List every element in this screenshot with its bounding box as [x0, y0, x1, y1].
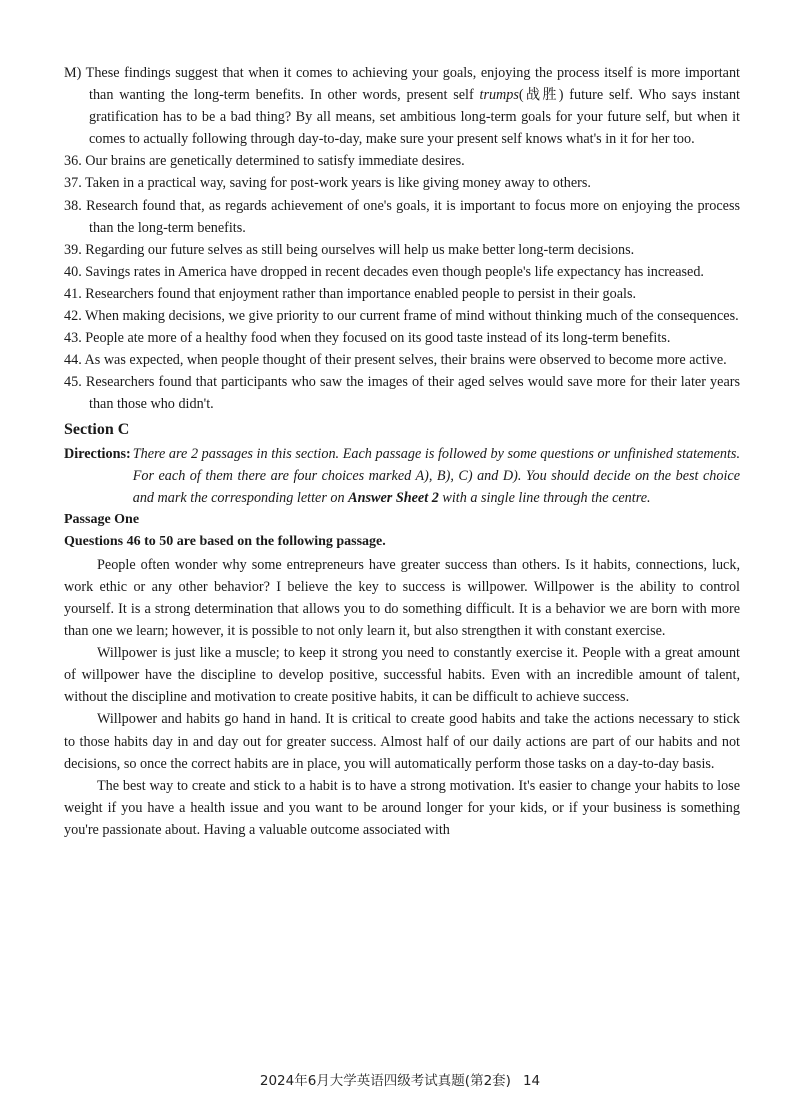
directions-body: There are 2 passages in this section. Each passage is followed by some questions or unfinished statements. For each of them there are four choices marked A), B), C) and D). You should decide on the best choice and mark the corresponding letter on — [132, 445, 740, 506]
statement-list — [64, 150, 740, 415]
passage-paragraph: Willpower and habits go hand in hand. It is critical to create good habits and take the actions necessary to stick to those habits day in and day out for greater success. Almost half of our daily actions are part of our habits and not decisions, so once the correct habits are in place, you will automatically perform those tasks on a day-to-day basis. — [64, 711, 740, 772]
passage-paragraph: The best way to create and stick to a habit is to have a strong motivation. It's easier to change your habits to lose weight if you have a health issue and you want to be around longer for your kids, or if your business is something you're passionate about. Having a valuable outcome associated with — [64, 777, 740, 838]
statement-number: 44. — [64, 352, 82, 369]
statement-number: 42. — [64, 308, 82, 325]
statement-text: Taken in a practical way, saving for post-work years is like giving money away to others. — [85, 175, 591, 192]
statement-number: 45. — [64, 374, 82, 391]
directions — [64, 443, 740, 509]
statement-text: Research found that, as regards achievement of one's goals, it is important to focus more on enjoying the process than the long-term benefits. — [86, 197, 741, 236]
emphasized-word: trumps — [479, 87, 519, 104]
directions-body-end: with a single line through the centre. — [438, 489, 651, 506]
statement-item — [64, 239, 740, 261]
statement-text: People ate more of a healthy food when they focused on its good taste instead of its long-term benefits. — [85, 330, 671, 347]
statement-text: Our brains are genetically determined to satisfy immediate desires. — [85, 153, 465, 170]
statement-number: 39. — [64, 241, 82, 258]
statement-number: 43. — [64, 330, 82, 347]
statement-item — [64, 150, 740, 172]
statement-item — [64, 327, 740, 349]
passage-body — [64, 554, 740, 841]
statement-text: Regarding our future selves as still being ourselves will help us make better long-term decisions. — [85, 241, 635, 258]
page-content — [64, 62, 740, 841]
chinese-gloss: (战胜) — [518, 87, 564, 104]
statement-text: As was expected, when people thought of their present selves, their brains were observed to become more active. — [84, 352, 727, 369]
statement-text: These findings suggest that when it comes to achieving your goals, enjoying the process itself is more important than wanting the long-term benefits. In other words, present self — [85, 65, 740, 104]
statement-item — [64, 172, 740, 194]
statement-text: When making decisions, we give priority to our current frame of mind without thinking much of the consequences. — [85, 308, 739, 325]
statement-m — [64, 62, 740, 150]
statement-text: Researchers found that participants who saw the images of their aged selves would save more for their later years than those who didn't. — [85, 374, 740, 413]
statement-number: 37. — [64, 175, 82, 192]
statement-item — [64, 283, 740, 305]
passage-paragraph: Willpower is just like a muscle; to keep it strong you need to constantly exercise it. People with a great amount of willpower have the discipline to develop positive, successful habits. Even with an incredible amount of talent, without the discipline and motivation to create positive habits, it can be difficult to achieve success. — [64, 645, 740, 706]
statement-item — [64, 349, 740, 371]
statement-text: Savings rates in America have dropped in recent decades even though people's life expectancy has increased. — [85, 263, 704, 280]
statement-item — [64, 305, 740, 327]
directions-text — [131, 443, 740, 509]
statement-label: M) — [64, 65, 82, 81]
statement-item — [64, 261, 740, 283]
section-title: Section C — [64, 420, 130, 438]
questions-instruction: Questions 46 to 50 are based on the following passage. — [64, 534, 386, 550]
statement-number: 38. — [64, 197, 82, 214]
answer-sheet-label: Answer Sheet 2 — [348, 489, 439, 506]
directions-label: Directions: — [64, 445, 131, 462]
statement-number: 41. — [64, 285, 82, 302]
passage-title: Passage One — [64, 511, 140, 527]
page-footer — [0, 1069, 800, 1089]
page-number: 14 — [522, 1073, 541, 1089]
statement-number: 36. — [64, 153, 82, 170]
passage-paragraph: People often wonder why some entrepreneurs have greater success than others. Is it habits, connections, luck, work ethic or any other behavior? I believe the key to success is willpower. Willpower is the ability to control yourself. It is a strong determination that allows you to do something difficult. It is a behavior we are born with more than one we learn; however, it is possible to not only learn it, but also strengthen it with constant exercise. — [64, 556, 740, 640]
statement-number: 40. — [64, 263, 82, 280]
statement-item — [64, 371, 740, 415]
statement-item — [64, 195, 740, 239]
footer-title: 2024年6月大学英语四级考试真题(第2套) — [259, 1073, 511, 1089]
statement-text: Researchers found that enjoyment rather than importance enabled people to persist in their goals. — [85, 285, 637, 302]
statement-text-cont: future self. Who says instant gratification has to be a bad thing? By all means, set ambitious long-term goals for your future self, but when it comes to actually following through day-to-day, make sure your present self knows what's in it for her too. — [89, 87, 740, 148]
